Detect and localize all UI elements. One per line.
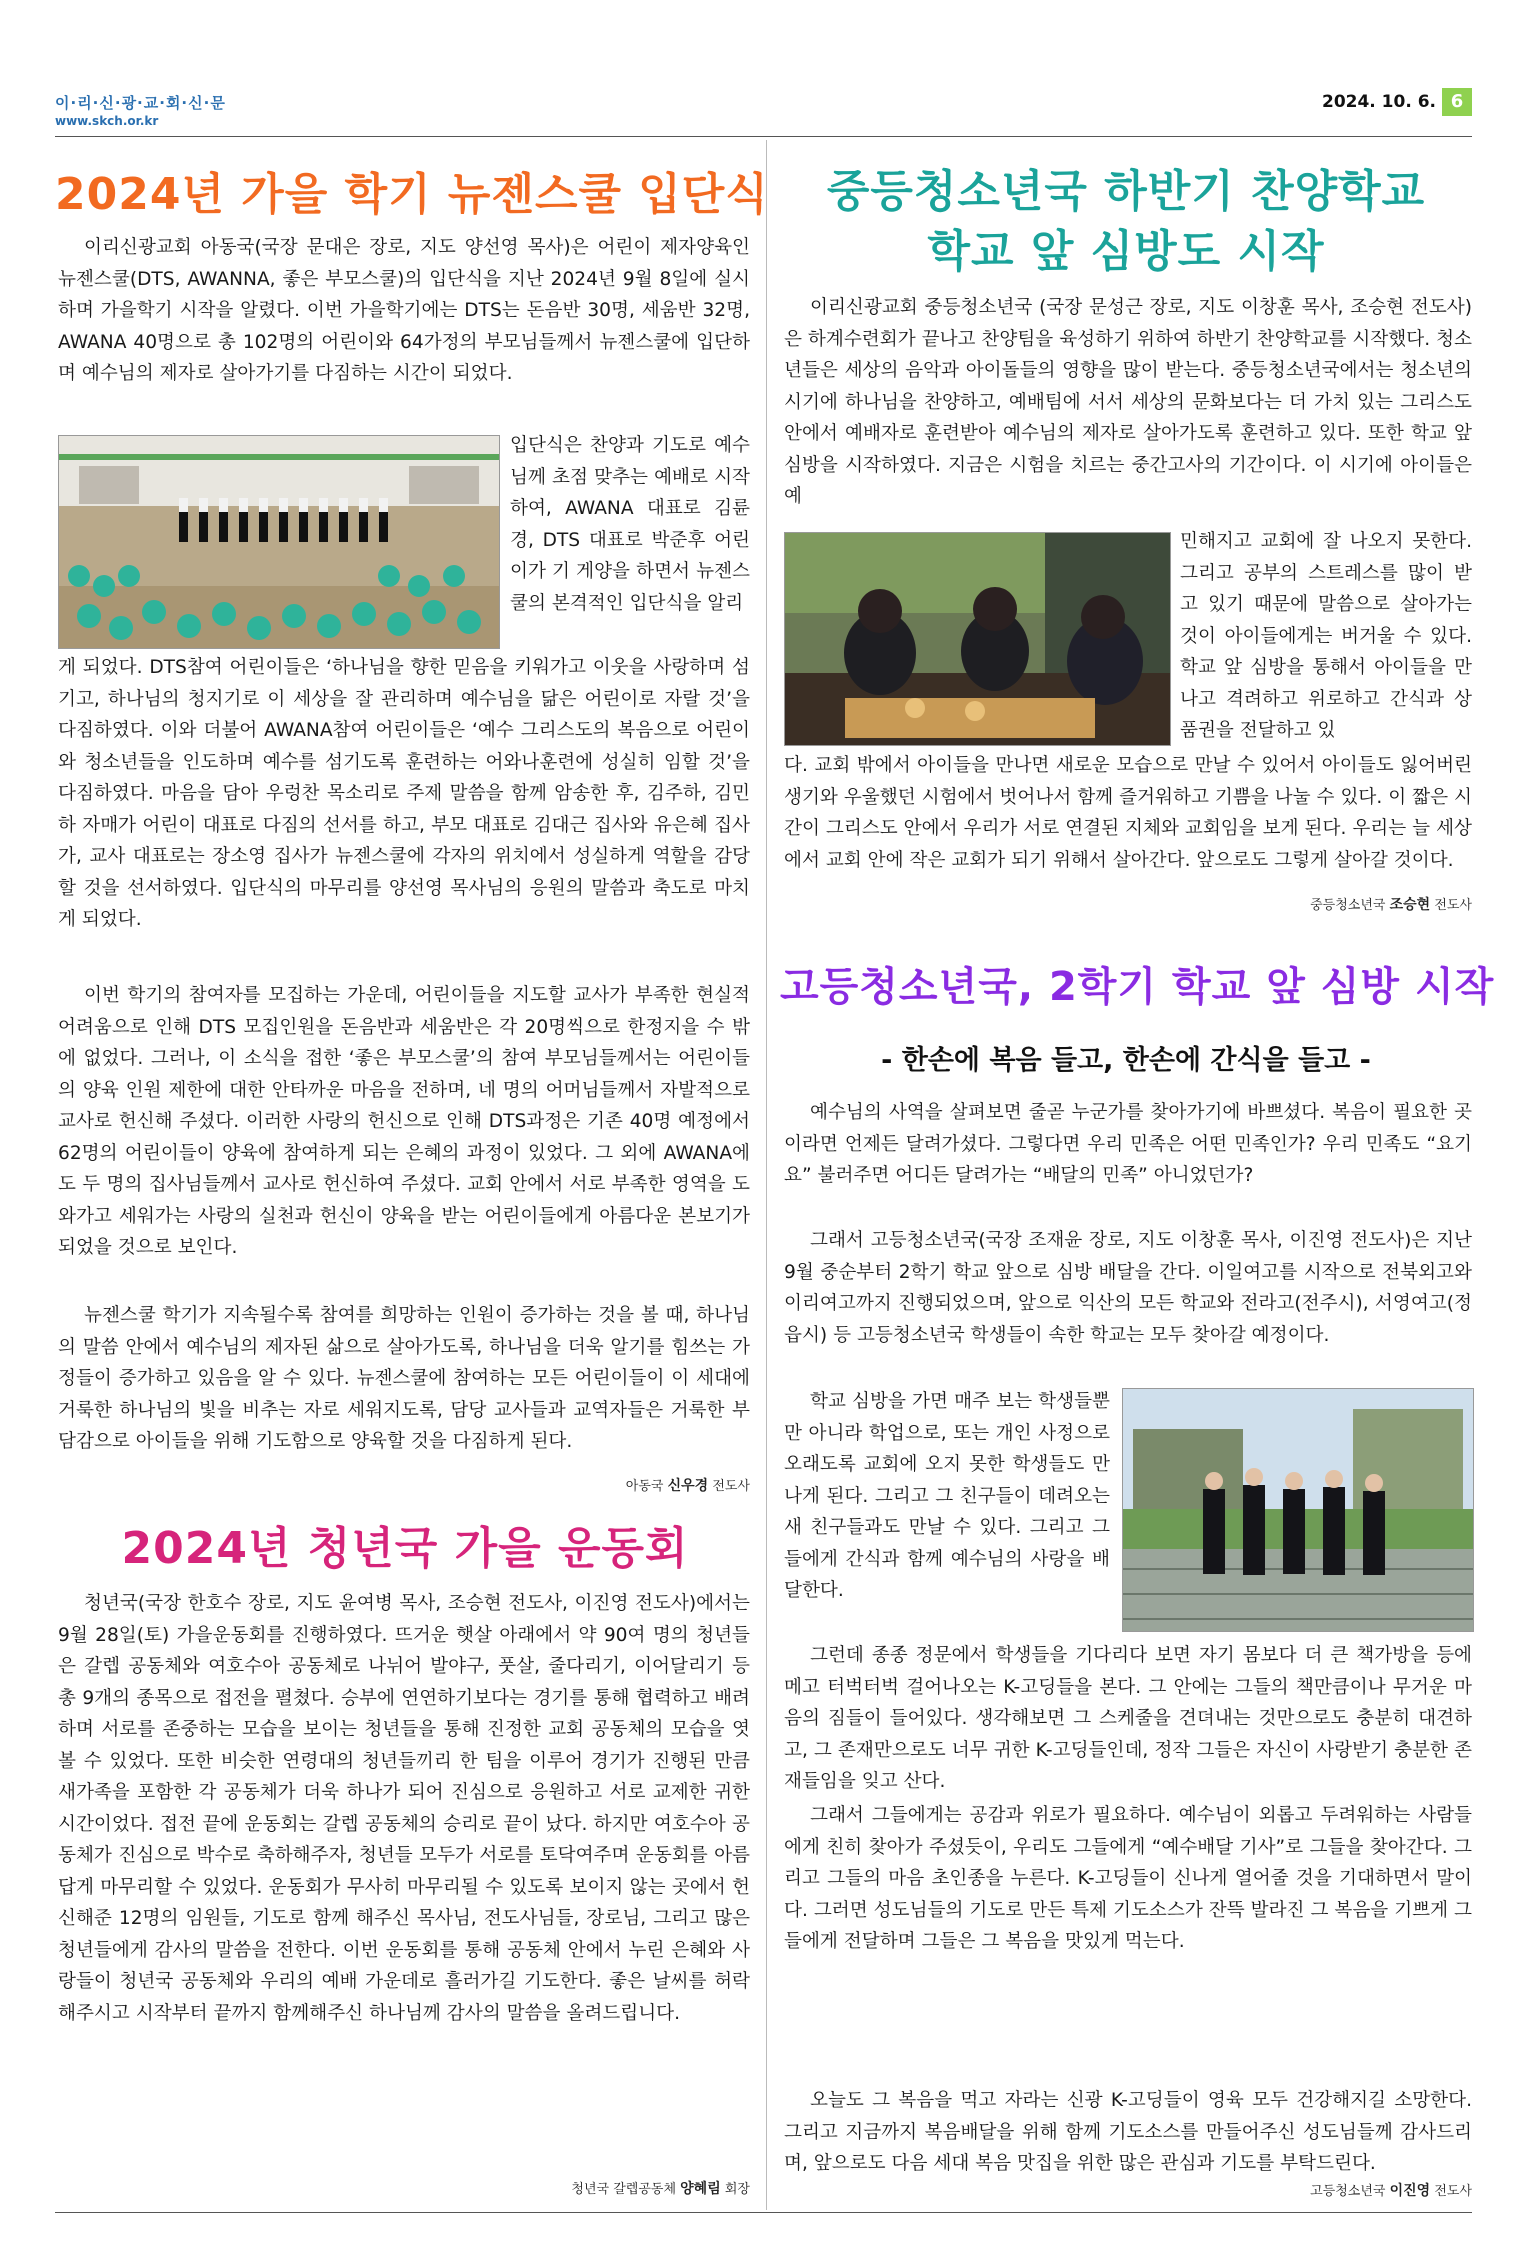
article3-title-line2: 학교 앞 심방도 시작 <box>927 226 1325 277</box>
publication-url[interactable]: www.skch.or.kr <box>55 114 159 128</box>
byline-role: 전도사 <box>1434 898 1472 913</box>
article4-paragraph-1: 예수님의 사역을 살펴보면 줄곧 누군가를 찾아가기에 바쁘셨다. 복음이 필요한 곳이라면 언제든 달려가셨다. 그렇다면 우리 민족은 어떤 민족인가? 우리 민족도 “요기요” 불러주면 어디든 달려가는 “배달의 민족” 아니었던가? <box>784 1102 1472 1186</box>
masthead <box>55 90 1472 134</box>
byline-dept: 중등청소년국 <box>1310 898 1386 913</box>
article4-byline <box>1310 2180 1472 2200</box>
article3-paragraph-1a: 이리신광교회 중등청소년국 (국장 문성근 장로, 지도 이창훈 목사, 조승현 전도사)은 하계수련회가 끝나고 찬양팀을 육성하기 위하여 하반기 찬양학교를 시작했다. 청소년들은 세상의 음악과 아이돌들의 영향을 많이 받는다. 중등청소년국에서는 청소년의 시기에 하나님을 찬양하고, 예배팀에 서서 세상의 문화보다는 더 가치 있는 그리스도 안에서 예배자로 훈련받아 예수님의 제자로 살아가도록 훈련하고 있다. 또한 학교 앞 심방을 시작하였다. 지금은 시험을 치르는 중간고사의 기간이다. 이 시기에 아이들은 예 <box>784 297 1472 507</box>
article1-paragraph-2a: 입단식은 찬양과 기도로 예수님께 초점 맞추는 예배로 시작하여, AWANA 대표로 김륜경, DTS 대표로 박준후 어린이가 기 게양을 하면서 뉴젠스쿨의 본격적인 입단식을 알리 <box>510 435 750 614</box>
article4-paragraph-2: 그래서 고등청소년국(국장 조재윤 장로, 지도 이창훈 목사, 이진영 전도사)은 지난 9월 중순부터 2학기 학교 앞으로 심방 배달을 간다. 이일여고를 시작으로 전북외고와 이리여고까지 진행되었으며, 앞으로 익산의 모든 학교와 전라고(전주시), 서영여고(정읍시) 등 고등청소년국 학생들이 속한 학교는 모두 찾아갈 예정이다. <box>784 1230 1472 1346</box>
byline-dept: 고등청소년국 <box>1310 2184 1386 2199</box>
byline-name: 양혜림 <box>680 2181 721 2197</box>
column-divider <box>766 140 767 2210</box>
byline-role: 회장 <box>724 2182 750 2197</box>
article3-paragraph-1b: 민해지고 교회에 잘 나오지 못한다. 그리고 공부의 스트레스를 많이 받고 있기 때문에 말씀으로 살아가는 것이 아이들에게는 버거울 수 있다. 학교 앞 심방을 통해서 아이들을 만나고 격려하고 위로하고 간식과 상품권을 전달하고 있 <box>1180 531 1472 741</box>
publication-name: 이·리·신·광·교·회·신·문 <box>55 94 226 112</box>
article3-paragraph-1c: 다. 교회 밖에서 아이들을 만나면 새로운 모습으로 만날 수 있어서 아이들도 잃어버린 생기와 우울했던 시험에서 벗어나서 함께 즐거워하고 기쁨을 나눌 수 있다. 이 짧은 시간이 그리스도 안에서 우리가 서로 연결된 지체와 교회임을 보게 된다. 우리는 늘 세상에서 교회 안에 작은 교회가 되기 위해서 살아간다. 앞으로도 그렇게 살아갈 것이다. <box>784 755 1472 871</box>
article2-byline <box>571 2178 750 2198</box>
article4-paragraph-4: 그런데 종종 정문에서 학생들을 기다리다 보면 자기 몸보다 더 큰 책가방을 등에 메고 터벅터벅 걸어나오는 K-고딩들을 본다. 그 안에는 그들의 책만큼이나 무거운 마음의 짐들이 들어있다. 생각해보면 그 스케줄을 견뎌내는 것만으로도 충분히 대견하고, 그 존재만으로도 너무 귀한 K-고딩들인데, 정작 그들은 자신이 사랑받기 충분한 존재들임을 잊고 산다. <box>784 1645 1472 1792</box>
article2-paragraph-1: 청년국(국장 한호수 장로, 지도 윤여병 목사, 조승현 전도사, 이진영 전도사)에서는 9월 28일(토) 가을운동회를 진행하였다. 뜨거운 햇살 아래에서 약 90여 명의 청년들은 갈렙 공동체와 여호수아 공동체로 나뉘어 발야구, 풋살, 줄다리기, 이어달리기 등 총 9개의 종목으로 접전을 펼쳤다. 승부에 연연하기보다는 경기를 통해 협력하고 배려하며 서로를 존중하는 모습을 보이는 청년들을 통해 진정한 교회 공동체의 모습을 엿볼 수 있었다. 또한 비슷한 연령대의 청년들끼리 한 팀을 이루어 경기가 진행된 만큼 새가족을 포함한 각 공동체가 더욱 하나가 되어 진심으로 응원하고 서로 교제한 귀한 시간이었다. 접전 끝에 운동회는 갈렙 공동체의 승리로 끝이 났다. 하지만 여호수아 공동체가 진심으로 박수로 축하해주자, 청년들 모두가 서로를 토닥여주며 운동회를 아름답게 마무리할 수 있었다. 운동회가 무사히 마무리될 수 있도록 보이지 않는 곳에서 헌신해준 12명의 임원들, 기도로 함께 해주신 목사님, 전도사님들, 장로님, 그리고 많은 청년들에게 감사의 말씀을 전한다. 이번 운동회를 통해 공동체 안에서 누린 은혜와 사랑들이 청년국 공동체와 우리의 예배 가운데로 흘러가길 기도한다. 좋은 날씨를 허락해주시고 시작부터 끝까지 함께해주신 하나님께 감사의 말씀을 올려드립니다. <box>58 1593 750 2024</box>
page-number-badge: 6 <box>1442 88 1472 116</box>
article1-title: 2024년 가을 학기 뉴젠스쿨 입단식 <box>55 169 769 220</box>
article3-photo <box>784 532 1171 746</box>
students-snack-photo <box>785 533 1170 745</box>
students-outdoor-photo <box>1123 1389 1473 1631</box>
gym-ceremony-photo <box>59 436 499 648</box>
byline-name: 신우경 <box>667 1478 709 1494</box>
article4-subtitle: - 한손에 복음 들고, 한손에 간식을 들고 - <box>881 1045 1371 1076</box>
byline-role: 전도사 <box>712 1479 750 1494</box>
article4-paragraph-5: 그래서 그들에게는 공감과 위로가 필요하다. 예수님이 외롭고 두려워하는 사람들에게 친히 찾아가 주셨듯이, 우리도 그들에게 “예수배달 기사”로 그들을 찾아간다. 그리고 그들의 마음 초인종을 누른다. K-고딩들이 신나게 열어줄 것을 기대하면서 말이다. 그러면 성도님들의 기도로 만든 특제 기도소스가 잔뜩 발라진 그 복음을 기쁘게 그들에게 전달하며 그들은 그 복음을 맛있게 먹는다. <box>784 1805 1472 1952</box>
byline-name: 조승현 <box>1389 897 1431 913</box>
issue-date: 2024. 10. 6. <box>1321 92 1436 112</box>
header-rule <box>55 136 1472 137</box>
article1-paragraph-1: 이리신광교회 아동국(국장 문대은 장로, 지도 양선영 목사)은 어린이 제자양육인 뉴젠스쿨(DTS, AWANNA, 좋은 부모스쿨)의 입단식을 지난 2024년 9월 8일에 실시하며 가을학기 시작을 알렸다. 이번 가을학기에는 DTS는 돈음반 30명, 세움반 32명, AWANA 40명으로 총 102명의 어린이와 64가정의 부모님들께서 뉴젠스쿨에 입단하며 예수님의 제자로 살아가기를 다짐하는 시간이 되었다. <box>58 237 750 384</box>
article4-title: 고등청소년국, 2학기 학교 앞 심방 시작 <box>780 964 1495 1010</box>
article4-paragraph-3a: 학교 심방을 가면 매주 보는 학생들뿐만 아니라 학업으로, 또는 개인 사정으로 오래도록 교회에 오지 못한 학생들도 만나게 된다. 그리고 그 친구들이 데려오는 새 친구들과도 만날 수 있다. 그리고 그들에게 간식과 함께 예수님의 사랑을 배달한다. <box>784 1391 1110 1601</box>
article3-byline <box>1310 894 1472 914</box>
byline-dept: 아동국 <box>625 1479 664 1494</box>
byline-dept: 청년국 갈렙공동체 <box>571 2182 677 2197</box>
byline-name: 이진영 <box>1389 2183 1431 2199</box>
article4-photo <box>1122 1388 1474 1632</box>
article1-paragraph-3: 이번 학기의 참여자를 모집하는 가운데, 어린이들을 지도할 교사가 부족한 현실적 어려움으로 인해 DTS 모집인원을 돈음반과 세움반은 각 20명씩으로 한정지을 수 밖에 없었다. 그러나, 이 소식을 접한 ‘좋은 부모스쿨’의 참여 부모님들께서는 어린이들의 양육 인원 제한에 대한 안타까운 마음을 전하며, 네 명의 어머님들께서 자발적으로 교사로 헌신해 주셨다. 이러한 사랑의 헌신으로 인해 DTS과정은 기존 40명 예정에서 62명의 어린이들이 양육에 참여하게 되는 은혜의 과정이 있었다. 그 외에 AWANA에도 두 명의 집사님들께서 교사로 헌신하여 주셨다. 교회 안에서 서로 부족한 영역을 도와가고 세워가는 사랑의 실천과 헌신이 양육을 받는 어린이들에게 아름다운 본보기가 되었을 것으로 보인다. <box>58 985 750 1258</box>
byline-role: 전도사 <box>1434 2184 1472 2199</box>
article3-title-line1: 중등청소년국 하반기 찬양학교 <box>826 166 1426 217</box>
article4-paragraph-6: 오늘도 그 복음을 먹고 자라는 신광 K-고딩들이 영육 모두 건강해지길 소망한다. 그리고 지금까지 복음배달을 위해 함께 기도소스를 만들어주신 성도님들께 감사드리며, 앞으로도 다음 세대 복음 맛집을 위한 많은 관심과 기도를 부탁드린다. <box>784 2090 1472 2174</box>
article2-title: 2024년 청년국 가을 운동회 <box>121 1523 689 1574</box>
article1-byline <box>626 1475 750 1495</box>
article1-paragraph-4: 뉴젠스쿨 학기가 지속될수록 참여를 희망하는 인원이 증가하는 것을 볼 때, 하나님의 말씀 안에서 예수님의 제자된 삶으로 살아가도록, 하나님을 더욱 알기를 힘쓰는 가정들이 증가하고 있음을 알 수 있다. 뉴젠스쿨에 참여하는 모든 어린이들이 이 세대에 거룩한 하나님의 빛을 비추는 자로 세워지도록, 담당 교사들과 교역자들은 거룩한 부담감으로 아이들을 위해 기도함으로 양육할 것을 다짐하게 된다. <box>58 1305 750 1452</box>
article1-photo <box>58 435 500 649</box>
article1-paragraph-2b: 게 되었다. DTS참여 어린이들은 ‘하나님을 향한 믿음을 키워가고 이웃을 사랑하며 섬기고, 하나님의 청지기로 이 세상을 잘 관리하며 예수님을 닮은 어린이로 자랄 것’을 다짐하였다. 이와 더불어 AWANA참여 어린이들은 ‘예수 그리스도의 복음으로 어린이와 청소년들을 인도하며 예수를 섬기도록 훈련하는 어와나훈련에 성실히 임할 것’을 다짐하였다. 마음을 담아 우렁찬 목소리로 주제 말씀을 함께 암송한 후, 김주하, 김민하 자매가 어린이 대표로 다짐의 선서를 하고, 부모 대표로 김대근 집사와 유은혜 집사가, 교사 대표로는 장소영 집사가 뉴젠스쿨에 각자의 위치에서 성실하게 역할을 감당할 것을 선서하였다. 입단식의 마무리를 양선영 목사님의 응원의 말씀과 축도로 마치게 되었다. <box>58 657 750 930</box>
footer-rule <box>55 2212 1472 2213</box>
